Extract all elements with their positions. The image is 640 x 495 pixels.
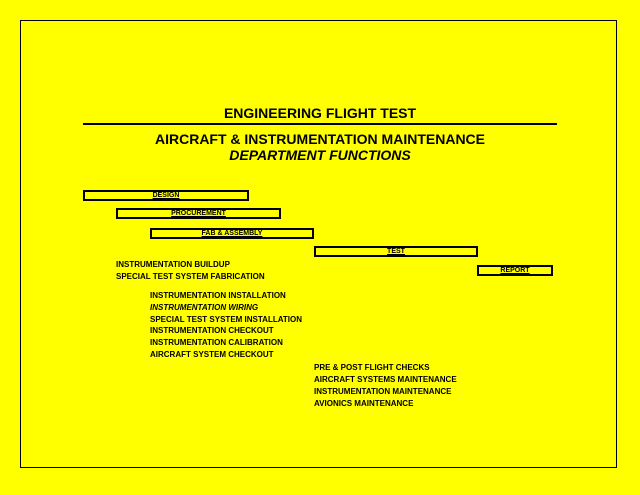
phase-bar-fab-assembly: [150, 228, 314, 239]
phase-bar-design: [83, 190, 249, 201]
function-item: PRE & POST FLIGHT CHECKS: [314, 363, 430, 372]
subtitle-line-1: AIRCRAFT & INSTRUMENTATION MAINTENANCE: [154, 131, 485, 147]
function-item: INSTRUMENTATION CALIBRATION: [150, 338, 283, 347]
function-item: INSTRUMENTATION BUILDUP: [116, 260, 230, 269]
function-item: INSTRUMENTATION WIRING: [150, 303, 259, 312]
function-item: AIRCRAFT SYSTEM CHECKOUT: [150, 350, 274, 359]
title-underline: [83, 123, 557, 125]
phase-bar-report: [477, 265, 553, 276]
phase-label-procurement: PROCUREMENT: [171, 210, 226, 217]
phase-label-design: DESIGN: [152, 192, 180, 199]
function-item: AIRCRAFT SYSTEMS MAINTENANCE: [314, 375, 457, 384]
phase-label-fab-assembly: FAB & ASSEMBLY: [201, 230, 263, 237]
subtitle-line-2: DEPARTMENT FUNCTIONS: [229, 147, 411, 163]
function-item: AVIONICS MAINTENANCE: [314, 399, 414, 408]
function-item: INSTRUMENTATION CHECKOUT: [150, 326, 274, 335]
function-item: INSTRUMENTATION INSTALLATION: [150, 291, 286, 300]
function-item: SPECIAL TEST SYSTEM INSTALLATION: [150, 315, 303, 324]
phase-label-report: REPORT: [500, 267, 530, 274]
phase-bar-procurement: [116, 208, 281, 219]
main-title: ENGINEERING FLIGHT TEST: [223, 105, 417, 121]
function-item: INSTRUMENTATION MAINTENANCE: [314, 387, 452, 396]
phase-bar-test: [314, 246, 478, 257]
function-item: SPECIAL TEST SYSTEM FABRICATION: [116, 272, 265, 281]
phase-label-test: TEST: [387, 248, 405, 255]
